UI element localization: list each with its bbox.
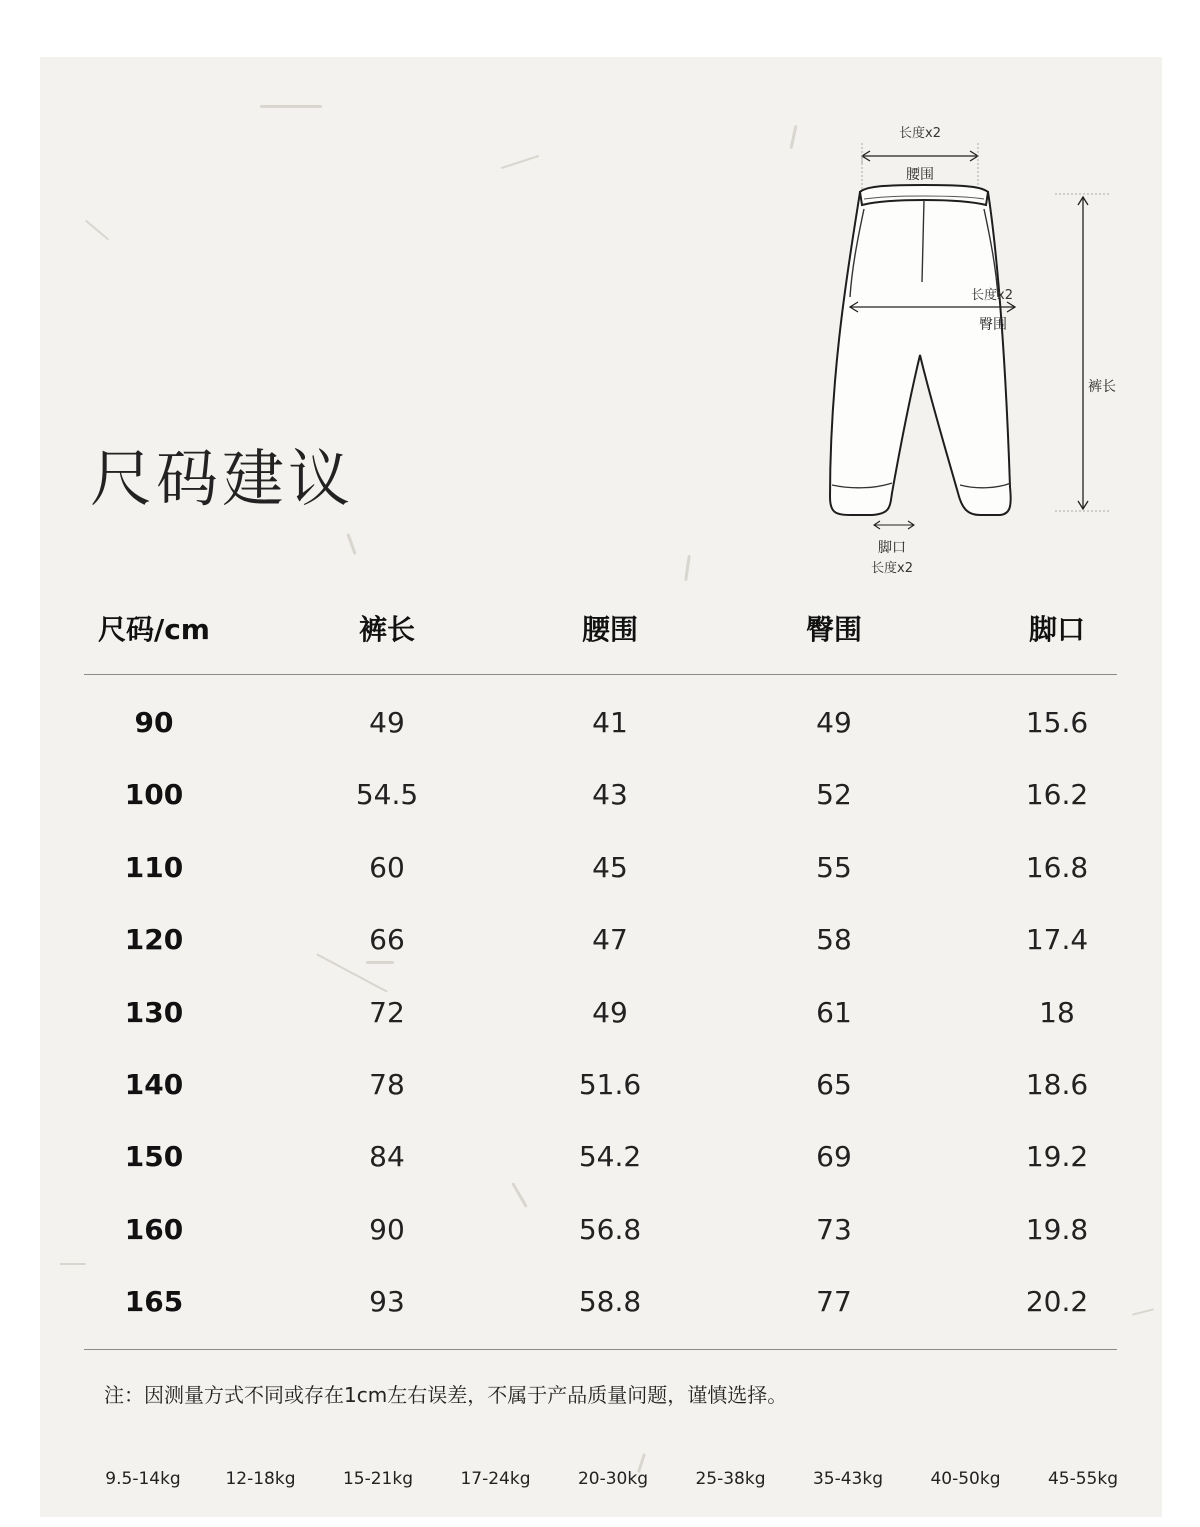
paper-fiber [260, 105, 322, 108]
cell-pants-length: 78 [369, 1067, 405, 1101]
cell-hip: 55 [816, 850, 852, 884]
table-row [84, 759, 1117, 831]
table-row [84, 904, 1117, 976]
table-row [84, 1049, 1117, 1121]
header-hip: 臀围 [805, 613, 862, 646]
table-row [84, 687, 1117, 759]
cell-pants-length: 84 [369, 1140, 405, 1174]
cell-waist: 47 [592, 923, 628, 957]
cell-cuff: 16.8 [1025, 850, 1089, 884]
cell-cuff: 18.6 [1025, 1067, 1089, 1101]
cell-size: 110 [124, 850, 184, 884]
size-table-header [84, 605, 1117, 675]
cell-size: 150 [124, 1140, 184, 1174]
size-table-body [84, 687, 1117, 1339]
cell-waist: 54.2 [578, 1140, 642, 1174]
cell-hip: 77 [816, 1285, 852, 1319]
cell-hip: 58 [816, 923, 852, 957]
cell-hip: 52 [816, 778, 852, 812]
table-top-rule [84, 674, 1117, 675]
measurement-note: 注：因测量方式不同或存在1cm左右误差，不属于产品质量问题，谨慎选择。 [104, 1383, 788, 1407]
weight-range: 35-43kg [812, 1469, 884, 1489]
pants-length-label: 裤长 [1088, 379, 1116, 395]
cell-waist: 49 [592, 995, 628, 1029]
cell-pants-length: 49 [369, 706, 405, 739]
cell-size: 90 [134, 706, 174, 739]
cuff-label: 脚口 [878, 540, 906, 556]
paper-fiber [684, 555, 691, 581]
cell-pants-length: 93 [369, 1285, 405, 1319]
cell-size: 120 [124, 923, 184, 957]
table-row [84, 1121, 1117, 1193]
cell-waist: 41 [592, 706, 628, 739]
cell-cuff: 19.2 [1025, 1140, 1089, 1174]
weight-range: 15-21kg [342, 1469, 414, 1489]
pants-measurement-diagram [810, 117, 1116, 587]
weight-range: 12-18kg [225, 1469, 296, 1489]
cell-cuff: 18 [1039, 995, 1075, 1029]
cell-pants-length: 60 [369, 850, 405, 884]
table-row [84, 1266, 1117, 1338]
header-waist: 腰围 [581, 613, 638, 646]
waist-label: 腰围 [906, 167, 934, 183]
header-cuff: 脚口 [1028, 613, 1085, 646]
cell-cuff: 16.2 [1025, 778, 1089, 812]
weight-range: 25-38kg [695, 1469, 766, 1489]
weight-reference-row [84, 1467, 1144, 1527]
cell-waist: 45 [592, 850, 628, 884]
cell-waist: 51.6 [578, 1067, 642, 1101]
cell-cuff: 15.6 [1025, 706, 1089, 739]
header-size: 尺码/cm [97, 613, 210, 646]
cell-hip: 69 [816, 1140, 852, 1174]
paper-fiber [501, 155, 540, 169]
cell-waist: 56.8 [578, 1212, 642, 1246]
cell-pants-length: 90 [369, 1212, 405, 1246]
cell-size: 130 [124, 995, 184, 1029]
table-row [84, 1194, 1117, 1266]
cell-cuff: 20.2 [1025, 1285, 1089, 1319]
cuff-length-label: 长度x2 [871, 561, 913, 576]
weight-range: 20-30kg [577, 1469, 649, 1489]
cell-waist: 58.8 [578, 1285, 642, 1319]
hip-label: 臀围 [979, 317, 1007, 333]
weight-range: 17-24kg [460, 1469, 531, 1489]
cell-cuff: 19.8 [1025, 1212, 1089, 1246]
cell-hip: 65 [816, 1067, 852, 1101]
cell-size: 165 [124, 1285, 184, 1319]
paper-fiber [85, 220, 109, 241]
cell-pants-length: 72 [369, 995, 405, 1029]
size-guide-card [40, 57, 1162, 1517]
hip-length-label: 长度x2 [971, 288, 1013, 303]
weight-range: 45-55kg [1047, 1469, 1119, 1489]
cell-pants-length: 66 [369, 923, 405, 957]
paper-fiber [790, 125, 798, 149]
waist-length-label: 长度x2 [899, 126, 941, 141]
page-title: 尺码建议 [90, 442, 355, 515]
paper-fiber [346, 533, 356, 555]
cell-size: 100 [124, 778, 184, 812]
cell-waist: 43 [592, 778, 628, 812]
table-row [84, 832, 1117, 904]
weight-range: 9.5-14kg [105, 1469, 181, 1489]
table-row [84, 977, 1117, 1049]
cell-cuff: 17.4 [1025, 923, 1089, 957]
cell-size: 160 [124, 1212, 184, 1246]
table-bottom-rule [84, 1349, 1117, 1350]
cell-pants-length: 54.5 [355, 778, 419, 812]
cell-hip: 61 [816, 995, 852, 1029]
cell-size: 140 [124, 1067, 184, 1101]
cell-hip: 73 [816, 1212, 852, 1246]
cell-hip: 49 [816, 706, 852, 739]
weight-range: 40-50kg [930, 1469, 1001, 1489]
header-pants-length: 裤长 [358, 613, 415, 646]
